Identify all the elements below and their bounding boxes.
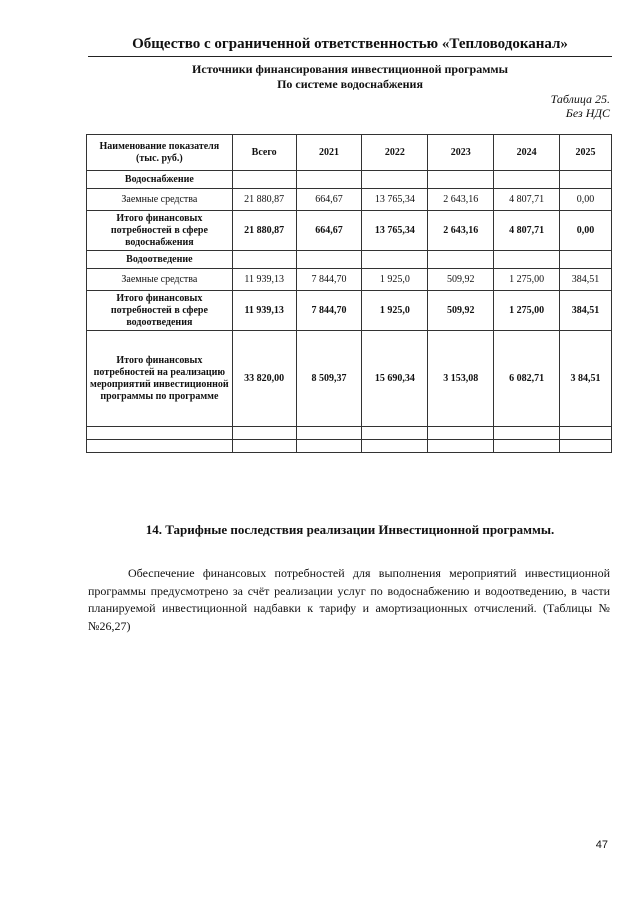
cell-2025: 384,51 xyxy=(560,269,612,291)
header-cell-total: Всего xyxy=(232,135,296,171)
section-row-water-supply xyxy=(87,171,612,189)
cell-2024: 4 807,71 xyxy=(494,189,560,211)
cell-2021: 664,67 xyxy=(296,189,362,211)
table-header-row xyxy=(87,135,612,171)
document-header-title: Общество с ограниченной ответственностью «Тепловодоканал» xyxy=(132,36,568,52)
header-cell-2022: 2022 xyxy=(362,135,428,171)
cell-2023: 509,92 xyxy=(428,291,494,331)
cell-total: 21 880,87 xyxy=(232,211,296,251)
header-cell-2025: 2025 xyxy=(560,135,612,171)
cell-2023: 2 643,16 xyxy=(428,189,494,211)
section-label-water-supply: Водоснабжение xyxy=(87,171,233,189)
table-row-empty xyxy=(87,427,612,440)
cell-2023: 3 153,08 xyxy=(428,331,494,427)
cell-2022: 1 925,0 xyxy=(362,291,428,331)
cell-2025: 3 84,51 xyxy=(560,331,612,427)
section-label-sewerage: Водоотведение xyxy=(87,251,233,269)
cell-2025: 384,51 xyxy=(560,291,612,331)
table-row-sewer-loans xyxy=(87,269,612,291)
header-cell-2024: 2024 xyxy=(494,135,560,171)
table-title: Источники финансирования инвестиционной программы xyxy=(192,62,508,76)
table-number-label: Таблица 25. xyxy=(550,92,610,106)
cell-total: 21 880,87 xyxy=(232,189,296,211)
header-cell-2023: 2023 xyxy=(428,135,494,171)
header-cell-2021: 2021 xyxy=(296,135,362,171)
cell-2025: 0,00 xyxy=(560,211,612,251)
cell-2021: 7 844,70 xyxy=(296,269,362,291)
cell-2023: 2 643,16 xyxy=(428,211,494,251)
cell-2024: 4 807,71 xyxy=(494,211,560,251)
cell-total: 33 820,00 xyxy=(232,331,296,427)
row-label: Итого финансовых потребностей в сфере водоснабжения xyxy=(87,211,233,251)
section-heading: 14. Тарифные последствия реализации Инвестиционной программы. xyxy=(145,522,555,537)
cell-2021: 7 844,70 xyxy=(296,291,362,331)
row-label: Заемные средства xyxy=(87,269,233,291)
row-label: Заемные средства xyxy=(87,189,233,211)
cell-2022: 13 765,34 xyxy=(362,189,428,211)
page-number: 47 xyxy=(595,839,608,851)
cell-2022: 15 690,34 xyxy=(362,331,428,427)
cell-total: 11 939,13 xyxy=(232,291,296,331)
section-row-sewerage xyxy=(87,251,612,269)
table-row-sewer-total xyxy=(87,291,612,331)
cell-2024: 6 082,71 xyxy=(494,331,560,427)
table-row-grand-total xyxy=(87,331,612,427)
table-row-water-total xyxy=(87,211,612,251)
cell-2024: 1 275,00 xyxy=(494,269,560,291)
vat-note: Без НДС xyxy=(565,106,610,120)
cell-2024: 1 275,00 xyxy=(494,291,560,331)
cell-2022: 1 925,0 xyxy=(362,269,428,291)
cell-2021: 664,67 xyxy=(296,211,362,251)
cell-2023: 509,92 xyxy=(428,269,494,291)
financing-table xyxy=(86,134,612,453)
table-row-empty xyxy=(87,440,612,453)
row-label: Итого финансовых потребностей в сфере водоотведения xyxy=(87,291,233,331)
header-divider xyxy=(88,56,612,57)
cell-2025: 0,00 xyxy=(560,189,612,211)
table-subtitle: По системе водоснабжения xyxy=(277,77,423,91)
table-row-water-loans xyxy=(87,189,612,211)
header-cell-indicator: Наименование показателя (тыс. руб.) xyxy=(87,135,233,171)
cell-total: 11 939,13 xyxy=(232,269,296,291)
cell-2021: 8 509,37 xyxy=(296,331,362,427)
cell-2022: 13 765,34 xyxy=(362,211,428,251)
section-paragraph: Обеспечение финансовых потребностей для выполнения мероприятий инвестиционной программы предусмотрено за счёт реализации услуг по водоснабжению и водоотведению, в части планируемой инвестиционной надбавки к тарифу и амортизационных отчислений. (Таблицы №№26,27) xyxy=(88,566,610,633)
row-label: Итого финансовых потребностей на реализацию мероприятий инвестиционной программы по программе xyxy=(87,331,233,427)
